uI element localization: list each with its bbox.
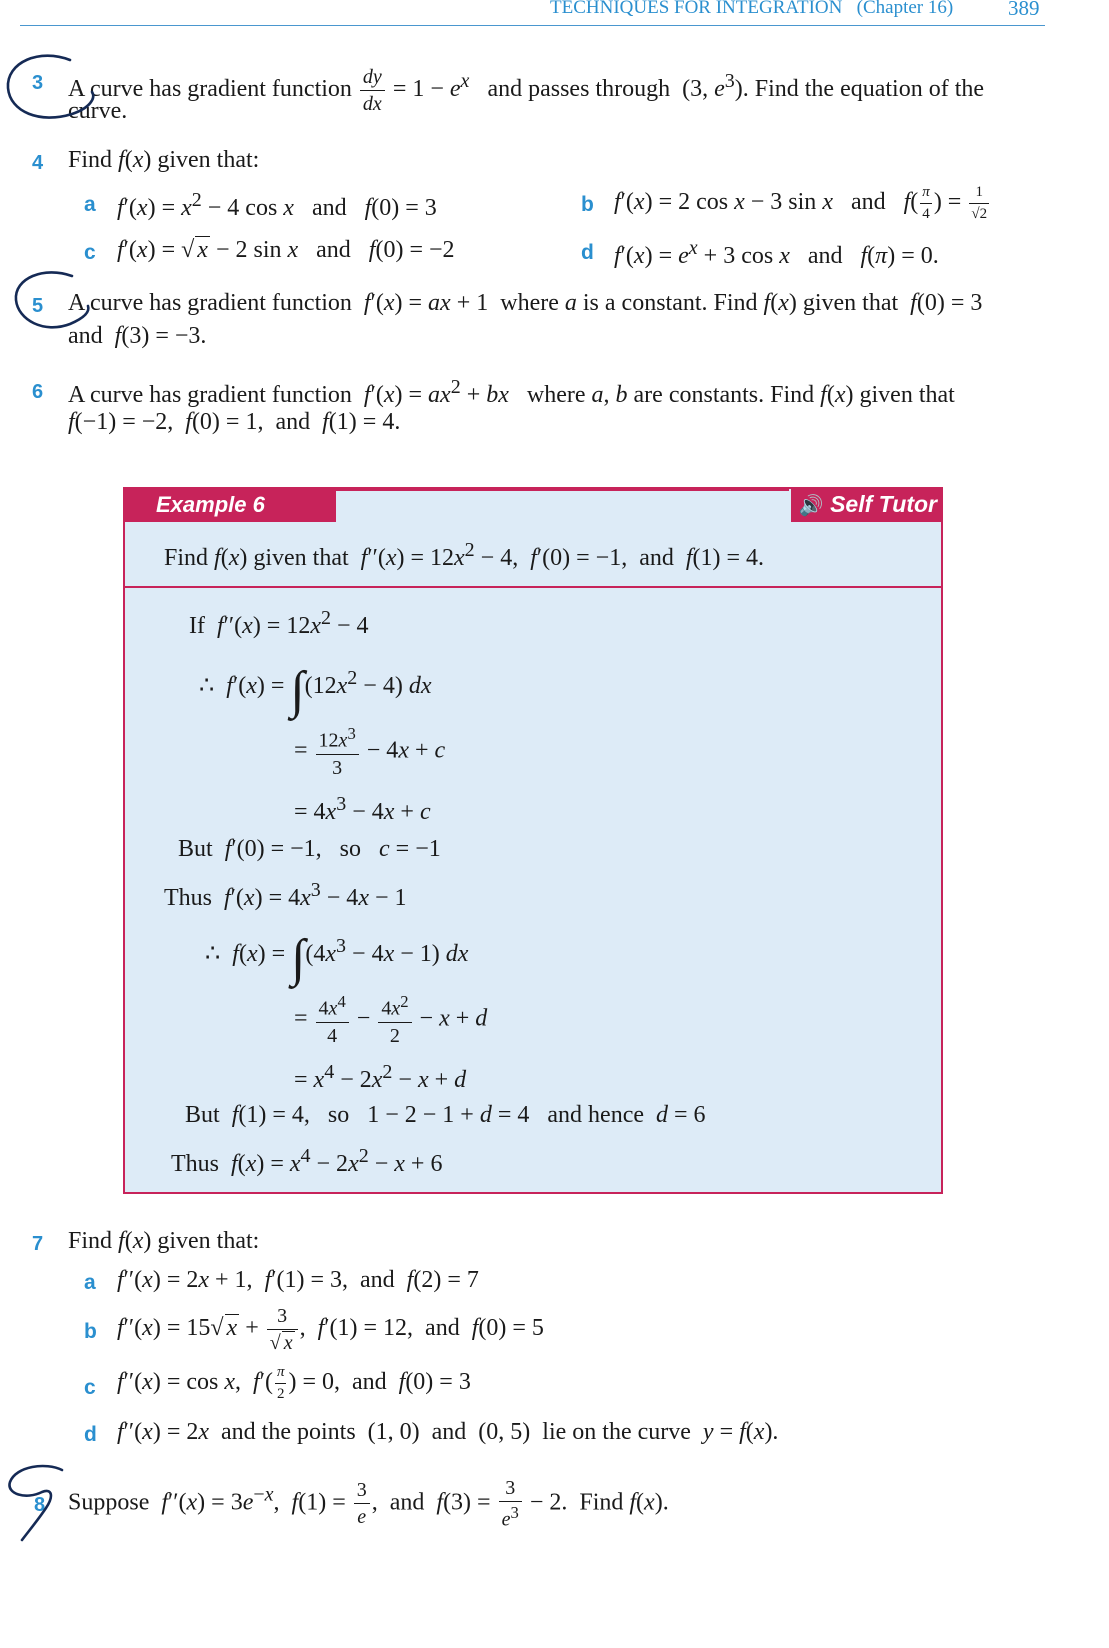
running-title: TECHNIQUES FOR INTEGRATION (550, 0, 843, 18)
sol-line-5: But f′(0) = −1, so c = −1 (178, 836, 441, 862)
q4c-label: c (84, 241, 96, 264)
q3-line1: A curve has gradient function $\frac{dy}{dx}$ = $1 - e^x$ and passes through (3, $e^3$). Find the equation of the (68, 65, 985, 115)
q7c-expr: f′′(x) = cos x, f′( $\frac{\pi}{2}$ ) = 0, and f(0) = 3 (117, 1364, 471, 1402)
q7-number: 7 (32, 1233, 44, 1255)
sol-line-7: ∴ $f(x) = \int(4x^3 - 4x - 1)$ dx (205, 930, 469, 987)
q4a-expr: $f'(x) = x^2 - 4$ cos x and f(0) = 3 (117, 189, 437, 221)
q5-line2: and f(3) = −3. (68, 323, 207, 349)
q4b-expr: f′(x) = 2 cos x − 3 sin x and f( $\frac{\pi}{4}$ ) = $\frac{1}{√2}$ (614, 184, 988, 222)
q4a-label: a (84, 193, 96, 216)
q4d-label: d (581, 241, 594, 264)
q4-number: 4 (32, 152, 44, 174)
page-number: 389 (1008, 0, 1040, 20)
sol-line-2: ∴ $f'(x) = \int(12x^2 - 4)$ dx (199, 662, 432, 719)
q4d-expr: $f'(x) = e^x + 3$ cos x and f(π) = 0. (614, 237, 939, 269)
sol-line-9: = $x^4 - 2x^2 - x + d$ (294, 1061, 467, 1093)
example-prompt: Find f(x) given that $f''(x) = 12x^2 - 4$, f′(0) = −1, and f(1) = 4. (164, 539, 765, 571)
q3-handwritten-circle (8, 56, 93, 118)
sol-line-8: = $\frac{4x^4}{4}$ − $\frac{4x^2}{2}$ − x + d (294, 992, 488, 1047)
sol-line-11: Thus $f(x) = x^4 - 2x^2 - x + 6$ (171, 1145, 443, 1177)
sol-line-10: But f(1) = 4, so 1 − 2 − 1 + d = 4 and hence d = 6 (185, 1102, 706, 1128)
sol-line-6: Thus $f'(x) = 4x^3 - 4x - 1$ (164, 879, 407, 911)
chapter-label: (Chapter 16) (856, 0, 954, 18)
q4-intro: Find f(x) given that: (68, 147, 260, 173)
q7a-expr: f′′(x) = 2x + 1, f′(1) = 3, and f(2) = 7 (117, 1267, 479, 1293)
dy-dx-fraction: $\frac{dy}{dx}$ (360, 67, 385, 114)
q5-line1: A curve has gradient function f′(x) = ax + 1 where a is a constant. Find f(x) given that f(0) = 3 (68, 290, 983, 316)
q6-line2: f(−1) = −2, f(0) = 1, and f(1) = 4. (68, 409, 401, 435)
example-tab: Example 6 (123, 487, 336, 522)
sol-line-3: = $\frac{12x^3}{3}$ − 4x + c (294, 724, 446, 779)
q7d-expr: f′′(x) = 2x and the points (1, 0) and (0, 5) lie on the curve y = f(x). (117, 1419, 779, 1445)
q8-expr: Suppose $f''(x) = 3e^{-x}$, f(1) = $\frac{3}{e}$ , and f(3) = $\frac{3}{e^3}$ − 2. Find f(x). (68, 1477, 669, 1531)
q4b-label: b (581, 193, 594, 216)
q7c-label: c (84, 1376, 96, 1399)
q5-number: 5 (32, 295, 44, 317)
q8-number: 8 (34, 1494, 46, 1516)
q7-intro: Find f(x) given that: (68, 1228, 260, 1254)
q7d-label: d (84, 1423, 97, 1446)
q5-handwritten-circle (16, 272, 88, 327)
q7a-label: a (84, 1271, 96, 1294)
q3-number: 3 (32, 72, 44, 94)
sol-line-4: = $4x^3 - 4x + c$ (294, 793, 431, 825)
q7b-label: b (84, 1320, 97, 1343)
q6-number: 6 (32, 381, 44, 403)
self-tutor-label: Self Tutor (830, 491, 937, 517)
q7b-expr: f′′(x) = 15√ x + $\frac{3}{√ x}$ , f′(1) = 12, and f(0) = 5 (117, 1305, 544, 1354)
q8-handwritten-mark (9, 1466, 62, 1540)
q4c-expr: f′(x) = √ x − 2 sin x and f(0) = −2 (117, 237, 455, 263)
speaker-icon: 🔊 (798, 495, 824, 517)
q6-line1: A curve has gradient function $f'(x) = ax^2$ + bx where a, b are constants. Find f(x) given that (68, 376, 955, 408)
sol-line-1: If $f''(x) = 12x^2 - 4$ (189, 607, 369, 639)
q3-line2: curve. (68, 98, 128, 124)
